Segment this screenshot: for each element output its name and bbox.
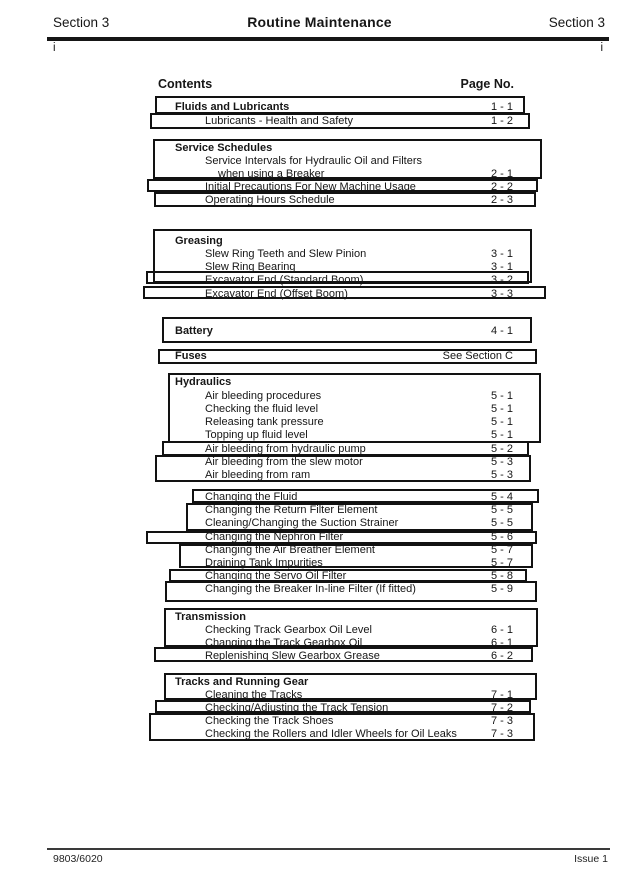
toc-entry-title: Checking/Adjusting the Track Tension (205, 702, 389, 714)
toc-entry-page: 5 - 3 (490, 469, 513, 481)
toc-entry-page: 5 - 7 (490, 557, 513, 569)
toc-entry-page: 5 - 5 (490, 517, 513, 529)
toc-row (205, 155, 513, 167)
toc-row (205, 115, 513, 127)
toc-row (205, 416, 513, 428)
toc-entry-page: See Section C (442, 350, 513, 362)
toc-entry-title: Changing the Nephron Filter (205, 531, 344, 543)
toc-entry-page: 2 - 3 (490, 194, 513, 206)
footer-issue: Issue 1 (574, 853, 608, 865)
toc-entry-title: Checking the fluid level (205, 403, 319, 415)
toc-row (205, 181, 513, 193)
toc-entry-page: 3 - 1 (490, 248, 513, 260)
toc-row (205, 194, 513, 206)
toc-row (205, 403, 513, 415)
toc-entry-title: Changing the Breaker In-line Filter (If fitted) (205, 583, 416, 595)
toc-entry-title: Slew Ring Teeth and Slew Pinion (205, 248, 367, 260)
toc-row (205, 429, 513, 441)
toc-entry-title: Checking the Track Shoes (205, 715, 334, 727)
toc-row (218, 168, 513, 180)
toc-entry-title: Releasing tank pressure (205, 416, 324, 428)
toc-row (205, 531, 513, 543)
toc-entry-title: Service Schedules (175, 142, 273, 154)
toc-entry-title: Operating Hours Schedule (205, 194, 335, 206)
toc-row (205, 443, 513, 455)
toc-entry-title: Changing the Servo Oil Filter (205, 570, 347, 582)
toc-entry-page: 6 - 1 (490, 637, 513, 649)
toc-entry-title: Replenishing Slew Gearbox Grease (205, 650, 380, 662)
toc-entry-page: 5 - 4 (490, 491, 513, 503)
toc-entry-title: Battery (175, 325, 213, 337)
toc-entry-title: Cleaning/Changing the Suction Strainer (205, 517, 399, 529)
toc-entry-title: Hydraulics (175, 376, 232, 388)
toc-row (205, 517, 513, 529)
toc-entry-title: Topping up fluid level (205, 429, 308, 441)
toc-row (205, 469, 513, 481)
toc-row (205, 689, 513, 701)
toc-row (175, 376, 513, 388)
toc-entry-page: 5 - 7 (490, 544, 513, 556)
toc-row (205, 491, 513, 503)
toc-entry-page: 5 - 2 (490, 443, 513, 455)
toc-entry-page: 5 - 3 (490, 456, 513, 468)
header-section-right: Section 3 (548, 15, 605, 30)
toc-row (205, 248, 513, 260)
toc-entry-title: Changing the Air Breather Element (205, 544, 375, 556)
toc-row (175, 101, 513, 113)
toc-entry-page: 5 - 1 (490, 390, 513, 402)
toc-row (175, 676, 513, 688)
contents-heading: Contents (158, 77, 213, 91)
toc-row (205, 274, 513, 286)
toc-row (175, 350, 513, 362)
toc-row (205, 702, 513, 714)
toc-entry-title: Transmission (175, 611, 246, 623)
toc-row (205, 390, 513, 402)
toc-entry-title: Changing the Return Filter Element (205, 504, 378, 516)
toc-entry-page: 7 - 2 (490, 702, 513, 714)
toc-row (205, 624, 513, 636)
toc-entry-title: Air bleeding procedures (205, 390, 322, 402)
toc-entry-page: 7 - 3 (490, 715, 513, 727)
toc-entry-page: 5 - 1 (490, 429, 513, 441)
toc-entry-title: Excavator End (Standard Boom) (205, 274, 364, 286)
toc-entry-page: 5 - 6 (490, 531, 513, 543)
toc-row (205, 715, 513, 727)
toc-row (175, 235, 513, 247)
toc-entry-page: 3 - 2 (490, 274, 513, 286)
toc-row (205, 650, 513, 662)
toc-entry-page: 1 - 2 (490, 115, 513, 127)
toc-entry-page: 6 - 1 (490, 624, 513, 636)
page-no-heading: Page No. (460, 77, 514, 91)
page-marker-right: i (600, 42, 603, 54)
footer-rule (47, 848, 610, 850)
toc-entry-title: Checking Track Gearbox Oil Level (205, 624, 372, 636)
toc-row (205, 728, 513, 740)
toc-entry-title: Cleaning the Tracks (205, 689, 303, 701)
toc-row (175, 142, 513, 154)
header-section-left: Section 3 (53, 15, 110, 30)
toc-entry-title: Air bleeding from the slew motor (205, 456, 363, 468)
toc-row (205, 557, 513, 569)
toc-entry-title: Fluids and Lubricants (175, 101, 290, 113)
toc-row (205, 544, 513, 556)
toc-entry-title: Changing the Track Gearbox Oil (205, 637, 363, 649)
toc-entry-page: 5 - 1 (490, 403, 513, 415)
toc-row (175, 611, 513, 623)
toc-entry-page: 3 - 1 (490, 261, 513, 273)
toc-entry-page: 2 - 2 (490, 181, 513, 193)
toc-entry-title: Air bleeding from hydraulic pump (205, 443, 366, 455)
toc-entry-page: 7 - 3 (490, 728, 513, 740)
toc-entry-page: 5 - 1 (490, 416, 513, 428)
toc-entry-title: Draining Tank Impurities (205, 557, 323, 569)
toc-entry-title: Slew Ring Bearing (205, 261, 296, 273)
toc-entry-title: Excavator End (Offset Boom) (205, 288, 348, 300)
toc-entry-page: 5 - 9 (490, 583, 513, 595)
toc-entry-title: Changing the Fluid (205, 491, 298, 503)
toc-entry-page: 5 - 5 (490, 504, 513, 516)
toc-entry-page: 6 - 2 (490, 650, 513, 662)
toc-entry-page: 5 - 8 (490, 570, 513, 582)
toc-row (205, 504, 513, 516)
toc-row (175, 325, 513, 337)
toc-entry-title: Service Intervals for Hydraulic Oil and Filters (205, 155, 423, 167)
toc-row (205, 261, 513, 273)
toc-entry-page: 7 - 1 (490, 689, 513, 701)
footer-part-number: 9803/6020 (53, 853, 103, 865)
toc-row (205, 570, 513, 582)
toc-entry-page: 2 - 1 (490, 168, 513, 180)
toc-entry-title: when using a Breaker (218, 168, 325, 180)
toc-entry-title: Tracks and Running Gear (175, 676, 309, 688)
toc-entry-title: Air bleeding from ram (205, 469, 311, 481)
page-title: Routine Maintenance (247, 14, 392, 30)
toc-row (205, 583, 513, 595)
toc-entry-title: Initial Precautions For New Machine Usage (205, 181, 416, 193)
toc-entry-title: Greasing (175, 235, 223, 247)
toc-entry-page: 3 - 3 (490, 288, 513, 300)
toc-entry-page: 1 - 1 (490, 101, 513, 113)
toc-row (205, 637, 513, 649)
toc-entry-title: Fuses (175, 350, 207, 362)
header-rule (47, 37, 609, 41)
toc-entry-title: Checking the Rollers and Idler Wheels for Oil Leaks (205, 728, 457, 740)
page-marker-left: i (53, 42, 56, 54)
toc-entry-page: 4 - 1 (490, 325, 513, 337)
toc-row (205, 288, 513, 300)
toc-row (205, 456, 513, 468)
toc-entry-title: Lubricants - Health and Safety (205, 115, 353, 127)
